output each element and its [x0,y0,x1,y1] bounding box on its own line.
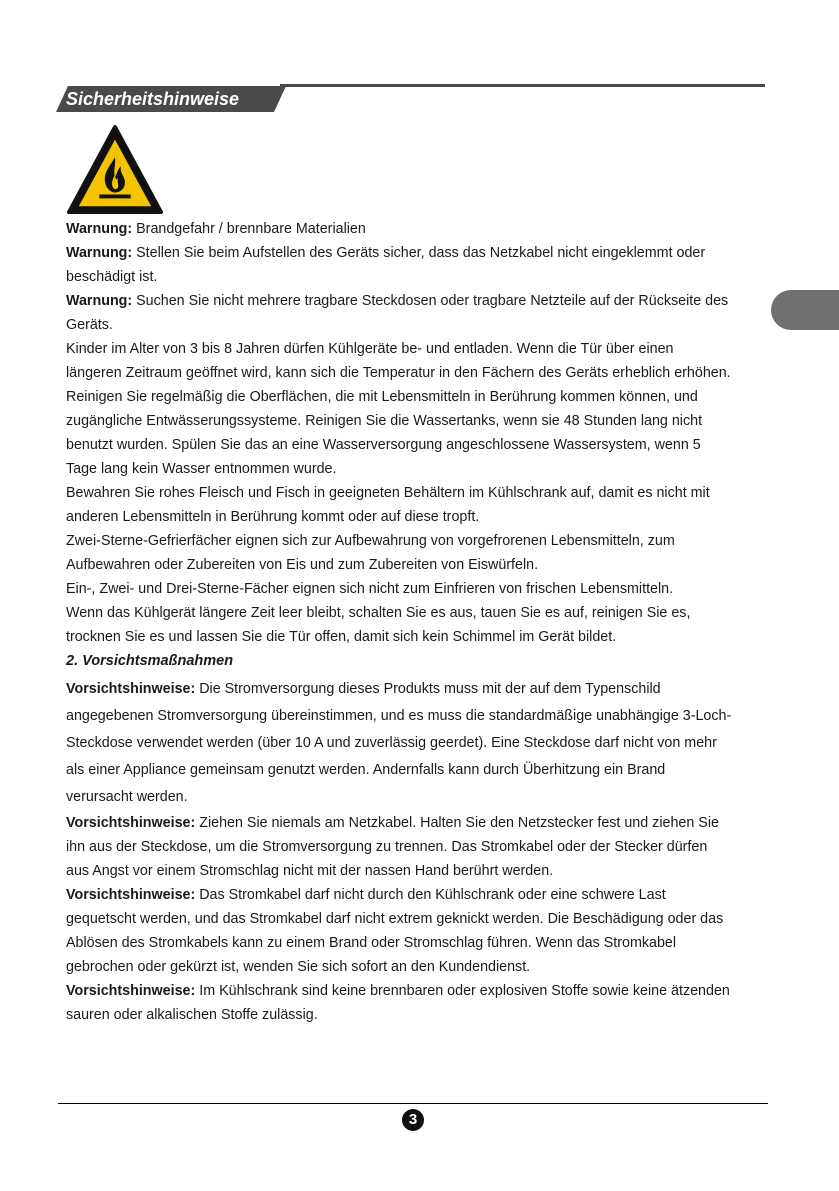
paragraph: Wenn das Kühlgerät längere Zeit leer bleibt, schalten Sie es aus, tauen Sie es auf, reinigen Sie es, trocknen Sie es und lassen Sie die Tür offen, damit sich kein Schimmel im Gerät bildet. [66,605,691,645]
paragraph: Warnung: Suchen Sie nicht mehrere tragbare Steckdosen oder tragbare Netzteile auf der Rückseite des Geräts. [66,293,729,333]
caution-label: Vorsichtshinweise: [66,887,196,903]
paragraph: Reinigen Sie regelmäßig die Oberflächen, die mit Lebensmitteln in Berührung kommen können, und zugängliche Entwässerungssysteme. Reinigen Sie die Wassertanks, wenn sie 48 Stunden lang nicht benutzt wurden. Spülen Sie das an eine Wasserversorgung angeschlossene Wassersystem, wenn 5 Tage lang kein Wasser entnommen wurde. [66,389,703,477]
paragraph: Warnung: Brandgefahr / brennbare Materialien [66,221,366,237]
warning-label: Warnung: [66,245,133,261]
paragraph: Ein-, Zwei- und Drei-Sterne-Fächer eignen sich nicht zum Einfrieren von frischen Lebensmitteln. [66,581,674,597]
header-rule [280,84,765,87]
paragraph: Vorsichtshinweise: Die Stromversorgung dieses Produkts muss mit der auf dem Typenschild angegebenen Stromversorgung übereinstimmen, und es muss die standardmäßige unabhängige 3-Loch-Steckdose verwendet werden (über 10 A und zuverlässig geerdet). Eine Steckdose darf nicht von mehr als einer Appliance gemeinsam genutzt werden. Andernfalls kann durch Überhitzung ein Brand verursacht werden. [66,681,732,805]
warning-label: Warnung: [66,293,133,309]
caution-label: Vorsichtshinweise: [66,983,196,999]
section-heading: 2. Vorsichtsmaßnahmen [66,653,234,669]
caution-label: Vorsichtshinweise: [66,815,196,831]
footer-rule [58,1103,768,1104]
paragraph: Vorsichtshinweise: Das Stromkabel darf nicht durch den Kühlschrank oder eine schwere Last gequetscht werden, und das Stromkabel darf nicht extrem geknickt werden. Die Beschädigung oder das Ablösen des Stromkabels kann zu einem Brand oder Stromschlag führen. Wenn das Stromkabel gebrochen oder gekürzt ist, wenden Sie sich sofort an den Kundendienst. [66,887,724,975]
caution-label: Vorsichtshinweise: [66,681,196,697]
safety-content [66,217,732,1027]
paragraph: Vorsichtshinweise: Im Kühlschrank sind keine brennbaren oder explosiven Stoffe sowie keine ätzenden sauren oder alkalischen Stoffe zulässig. [66,983,730,1023]
paragraph: Vorsichtshinweise: Ziehen Sie niemals am Netzkabel. Halten Sie den Netzstecker fest und ziehen Sie ihn aus der Steckdose, um die Stromversorgung zu trennen. Das Stromkabel oder der Stecker dürfen aus Angst vor einem Stromschlag nicht mit der nassen Hand berührt werden. [66,815,719,879]
flammable-warning-icon [66,124,164,216]
page-title: Sicherheitshinweise [66,89,240,109]
warning-label: Warnung: [66,221,133,237]
paragraph: Warnung: Stellen Sie beim Aufstellen des Geräts sicher, dass das Netzkabel nicht eingeklemmt oder beschädigt ist. [66,245,706,285]
paragraph: Kinder im Alter von 3 bis 8 Jahren dürfen Kühlgeräte be- und entladen. Wenn die Tür über einen längeren Zeitraum geöffnet wird, kann sich die Temperatur in den Fächern des Geräts erheblich erhöhen. [66,341,731,381]
page-number: 3 [402,1109,424,1131]
paragraph: Bewahren Sie rohes Fleisch und Fisch in geeigneten Behältern im Kühlschrank auf, damit es nicht mit anderen Lebensmitteln in Berührung kommt oder auf diese tropft. [66,485,710,525]
chapter-side-tab [771,290,839,330]
paragraph: Zwei-Sterne-Gefrierfächer eignen sich zur Aufbewahrung von vorgefrorenen Lebensmitteln, zum Aufbewahren oder Zubereiten von Eis und zum Zubereiten von Eiswürfeln. [66,533,675,573]
